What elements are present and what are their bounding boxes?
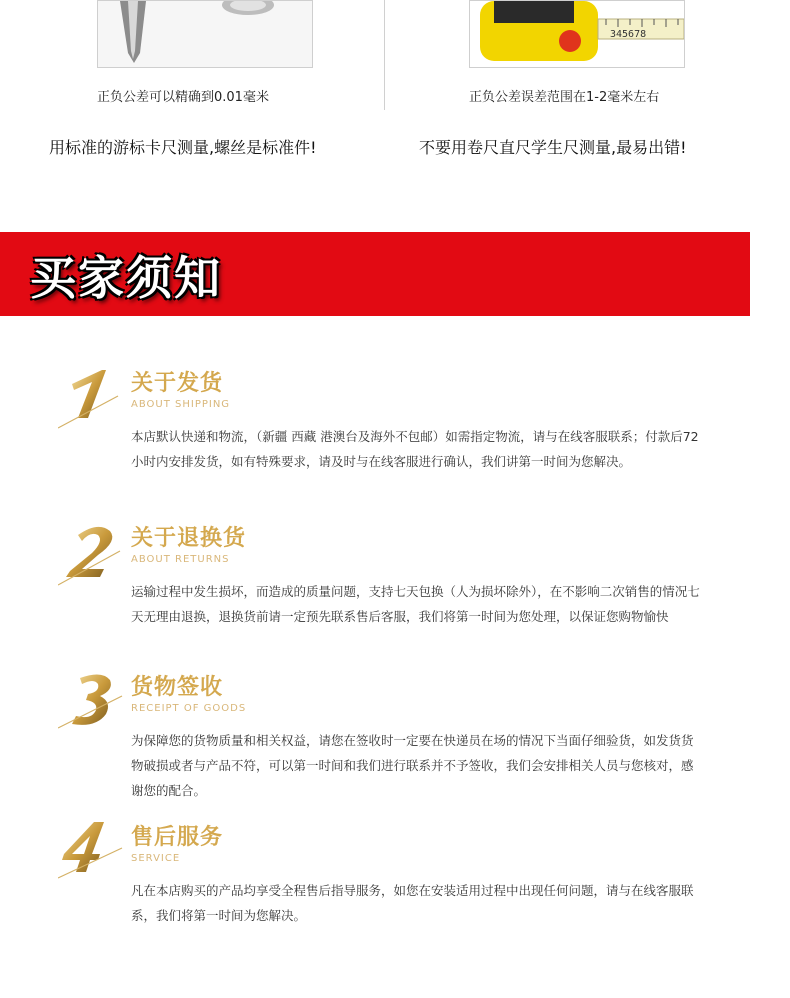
caliper-caption: 正负公差可以精确到0.01毫米 bbox=[97, 90, 269, 105]
number-2-icon bbox=[58, 521, 128, 593]
tape-caption: 正负公差误差范围在1-2毫米左右 bbox=[469, 90, 660, 105]
number-3-icon bbox=[58, 670, 128, 742]
section-body: 本店默认快递和物流，（新疆 西藏 港澳台及海外不包邮）如需指定物流，请与在线客服联系；付款后72小时内安排发货，如有特殊要求，请及时与在线客服进行确认，我们讲第一时间为您解决。 bbox=[131, 429, 699, 469]
comparison-area bbox=[0, 0, 790, 230]
caliper-tagline: 用标准的游标卡尺测量,螺丝是标准件! bbox=[49, 138, 317, 157]
section-subtitle: RECEIPT OF GOODS bbox=[131, 703, 247, 714]
section-title: 关于退换货 bbox=[131, 526, 247, 551]
caliper-photo bbox=[97, 0, 313, 68]
number-4-icon bbox=[58, 820, 128, 892]
section-title: 售后服务 bbox=[131, 825, 224, 850]
section-title: 关于发货 bbox=[131, 371, 224, 396]
section-subtitle: ABOUT RETURNS bbox=[131, 554, 230, 565]
tape-measure-photo bbox=[469, 0, 685, 68]
tape-digits: 345678 bbox=[610, 29, 647, 40]
vertical-divider bbox=[384, 0, 385, 110]
section-body: 运输过程中发生损坏，而造成的质量问题，支持七天包换（人为损坏除外），在不影响二次销售的情况七天无理由退换，退换货前请一定预先联系售后客服，我们将第一时间为您处理，以保证您购物愉快 bbox=[131, 584, 700, 624]
section-subtitle: SERVICE bbox=[131, 853, 181, 864]
section-body: 为保障您的货物质量和相关权益，请您在签收时一定要在快递员在场的情况下当面仔细验货，如发货货物破损或者与产品不符，可以第一时间和我们进行联系并不予签收，我们会安排相关人员与您核对，感谢您的配合。 bbox=[131, 733, 694, 798]
section-title: 货物签收 bbox=[131, 675, 224, 700]
section-subtitle: ABOUT SHIPPING bbox=[131, 399, 231, 410]
tape-tagline: 不要用卷尺直尺学生尺测量,最易出错! bbox=[419, 138, 687, 157]
section-body: 凡在本店购买的产品均享受全程售后指导服务，如您在安装适用过程中出现任何问题，请与在线客服联系，我们将第一时间为您解决。 bbox=[131, 883, 694, 923]
buyer-notice-banner bbox=[0, 232, 750, 316]
number-1-icon bbox=[58, 366, 128, 438]
banner-title: 买家须知 bbox=[30, 251, 222, 305]
